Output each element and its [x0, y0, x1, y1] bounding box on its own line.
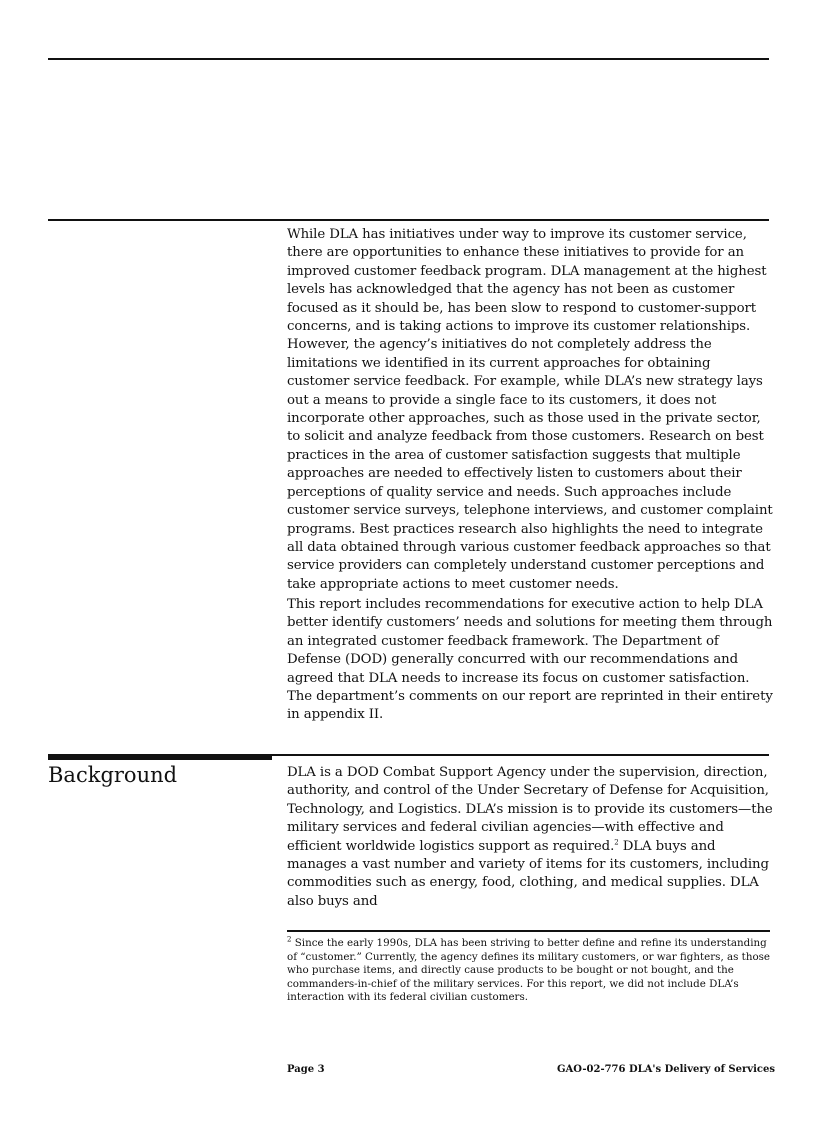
footnote-number: 2: [287, 935, 292, 944]
paragraph-text-part: DLA is a DOD Combat Support Agency under the supervision, direction, authority, and control of the Under Secretary of Defense for Acquisition, Technology, and Logistics. DLA’s mission is to provide its customers—the military services and federal civilian agencies—with effective and efficient worldwide logistics support as required.: [287, 765, 773, 854]
body-paragraph-3: [287, 764, 773, 911]
paragraph-text-part: DLA buys and manages a vast number and variety of items for its customers, including commodities such as energy, food, clothing, and medical supplies. DLA also buys and: [287, 838, 769, 909]
top-rule: [48, 58, 769, 60]
background-heading-bar: [48, 754, 272, 760]
section-heading-background: Background: [48, 763, 178, 787]
section-divider: [48, 219, 769, 221]
page-number: Page 3: [287, 1064, 325, 1075]
background-section-rule: [272, 754, 769, 756]
paragraph-text: While DLA has initiatives under way to improve its customer service, there are opportunities to enhance these initiatives to provide for an improved customer feedback program. DLA management at the highest levels has acknowledged that the agency has not been as customer focused as it should be, has been slow to respond to customer-support concerns, and is taking actions to improve its customer relationships. However, the agency’s initiatives do not completely address the limitations we identified in its current approaches for obtaining customer service feedback. For example, while DLA’s new strategy lays out a means to provide a single face to its customers, it does not incorporate other approaches, such as those used in the private sector, to solicit and analyze feedback from those customers. Research on best practices in the area of customer satisfaction suggests that multiple approaches are needed to effectively listen to customers about their perceptions of quality service and needs. Such approaches include customer service surveys, telephone interviews, and customer complaint programs. Best practices research also highlights the need to integrate all data obtained through various customer feedback approaches so that service providers can completely understand customer perceptions and take appropriate actions to meet customer needs.: [287, 227, 773, 592]
footnote-rule: [287, 930, 770, 932]
footnote: [287, 937, 771, 1005]
body-paragraph-1: [287, 226, 773, 594]
paragraph-text: This report includes recommendations for executive action to help DLA better identify customers’ needs and solutions for meeting them through an integrated customer feedback framework. The Department of Defense (DOD) generally concurred with our recommendations and agreed that DLA needs to increase its focus on customer satisfaction. The department’s comments on our report are reprinted in their entirety in appendix II.: [287, 597, 773, 723]
footnote-reference[interactable]: 2: [614, 838, 619, 847]
paragraph-text: [287, 764, 773, 911]
body-paragraph-2: [287, 596, 773, 725]
report-title: GAO-02-776 DLA's Delivery of Services: [557, 1064, 775, 1075]
footnote-text: Since the early 1990s, DLA has been striving to better define and refine its understanding of “customer.” Currently, the agency defines its military customers, or war fighters, as those who purchase items, and directly cause products to be bought or not bought, and the commanders-in-chief of the military services. For this report, we did not include DLA’s interaction with its federal civilian customers.: [287, 937, 771, 1004]
